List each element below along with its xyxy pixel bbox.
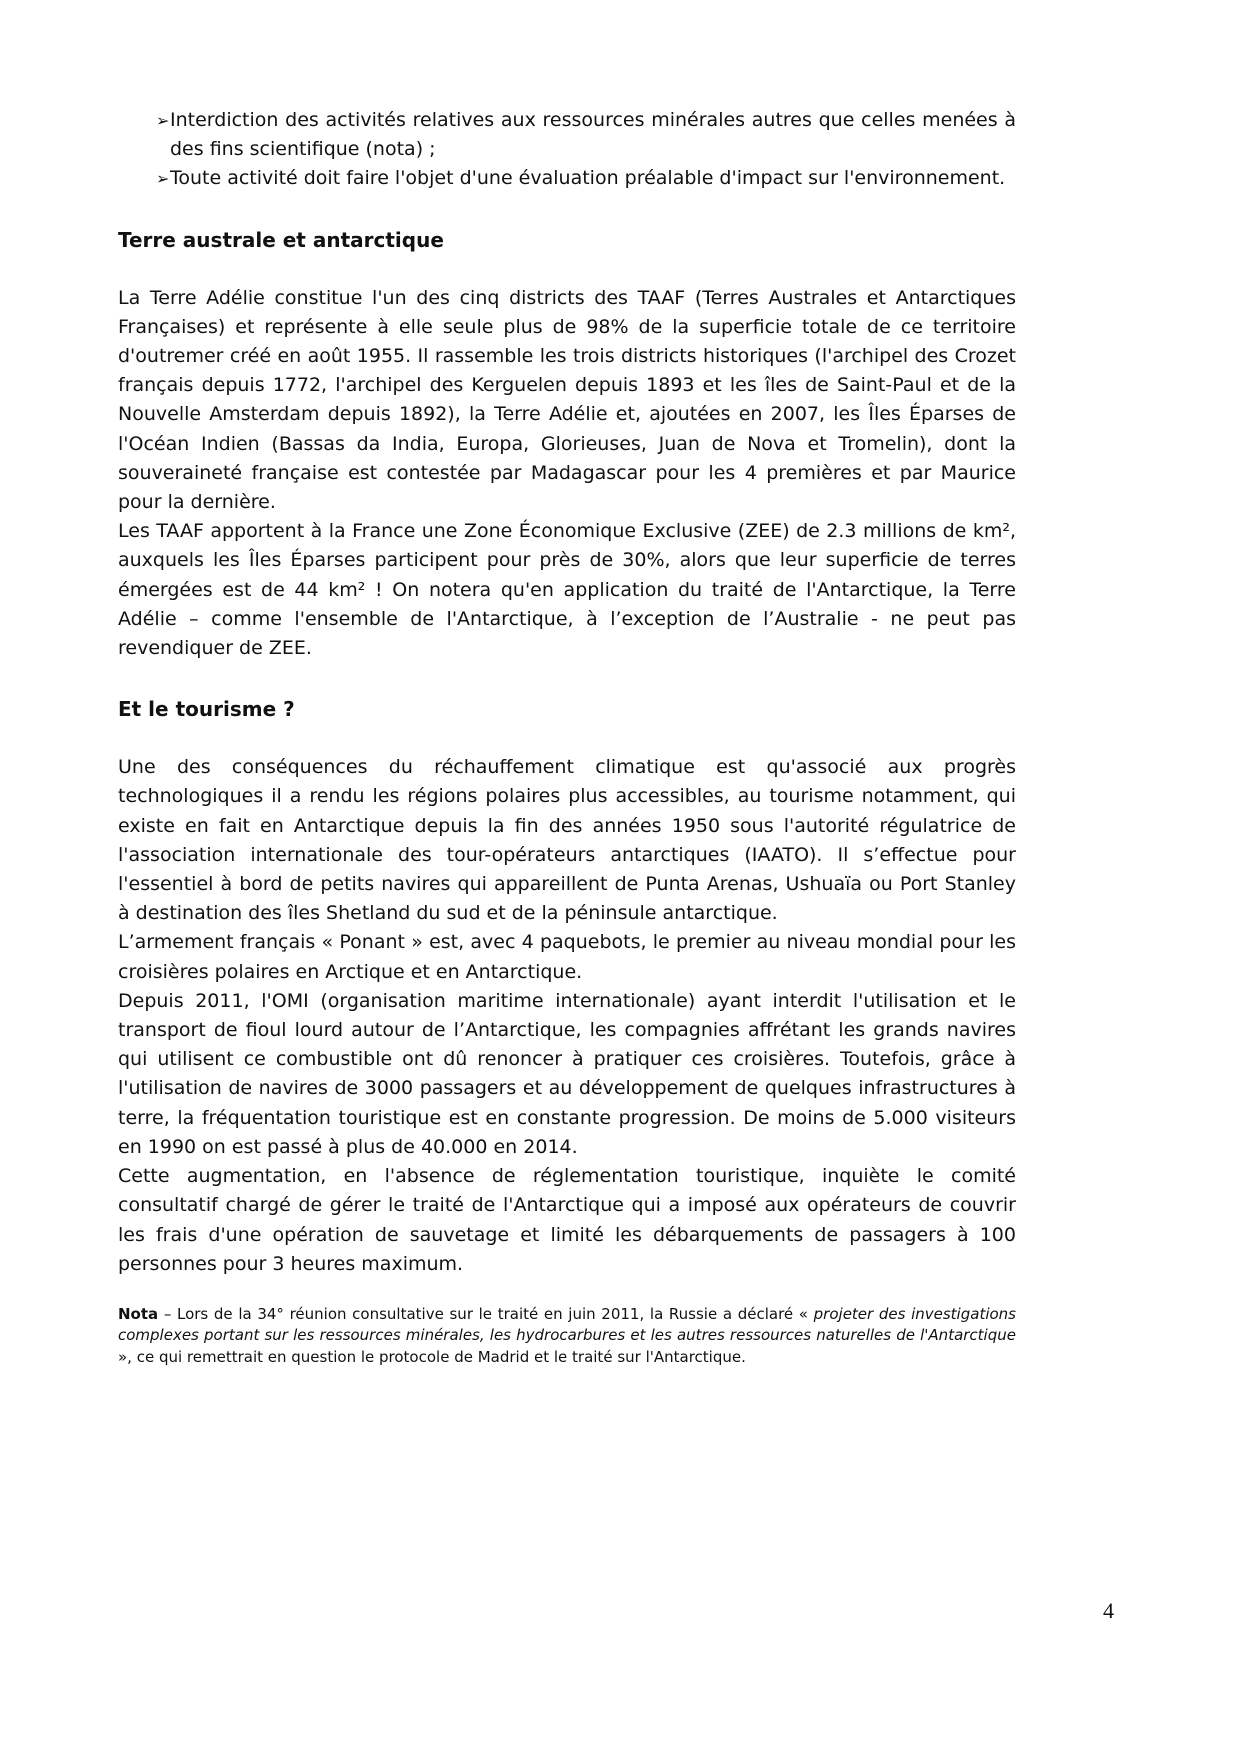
bullet-list bbox=[118, 106, 1016, 194]
arrow-bullet-icon: ➢ bbox=[156, 169, 170, 189]
spacer bbox=[118, 724, 1016, 753]
nota-footnote bbox=[118, 1304, 1016, 1369]
paragraph: La Terre Adélie constitue l'un des cinq districts des TAAF (Terres Australes et Antarctiques Françaises) et représente à elle seule plus de 98% de la superficie totale de ce territoire d'outremer créé en août 1955. Il rassemble les trois districts historiques (l'archipel des Crozet français depuis 1772, l'archipel des Kerguelen depuis 1893 et les îles de Saint-Paul et de la Nouvelle Amsterdam depuis 1892), la Terre Adélie et, ajoutées en 2007, les Îles Éparses de l'Océan Indien (Bassas da India, Europa, Glorieuses, Juan de Nova et Tromelin), dont la souveraineté française est contestée par Madagascar pour les 4 premières et par Maurice pour la dernière. bbox=[118, 286, 1016, 514]
nota-outro: », ce qui remettrait en question le protocole de Madrid et le traité sur l'Antarctique. bbox=[118, 1347, 746, 1366]
nota-quote: projeter des investigations complexes portant sur les ressources minérales, les hydrocarbures et les autres ressources naturelles de l'Antarctique bbox=[118, 1304, 1016, 1345]
paragraph: Les TAAF apportent à la France une Zone Économique Exclusive (ZEE) de 2.3 millions de km², auxquels les Îles Éparses participent pour près de 30%, alors que leur superficie de terres émergées est de 44 km² ! On notera qu'en application du traité de l'Antarctique, la Terre Adélie – comme l'ensemble de l'Antarctique, à l’exception de l’Australie - ne peut pas revendiquer de ZEE. bbox=[118, 520, 1016, 660]
paragraph: L’armement français « Ponant » est, avec 4 paquebots, le premier au niveau mondial pour les croisières polaires en Arctique et en Antarctique. bbox=[118, 931, 1016, 983]
arrow-bullet-icon: ➢ bbox=[156, 111, 170, 130]
document-page bbox=[118, 106, 1016, 1368]
section-heading-terre-australe: Terre australe et antarctique bbox=[118, 227, 444, 252]
nota-intro: Lors de la 34° réunion consultative sur le traité en juin 2011, la Russie a déclaré « bbox=[176, 1304, 814, 1323]
bullet-item bbox=[118, 164, 1016, 193]
paragraph: Une des conséquences du réchauffement climatique est qu'associé aux progrès technologiques il a rendu les régions polaires plus accessibles, au tourisme notamment, qui existe en fait en Antarctique depuis la fin des années 1950 sous l'autorité régulatrice de l'association internationale des tour-opérateurs antarctiques (IAATO). Il s’effectue pour l'essentiel à bord de petits navires qui appareillent de Punta Arenas, Ushuaïa ou Port Stanley à destination des îles Shetland du sud et de la péninsule antarctique. bbox=[118, 756, 1016, 925]
nota-label: Nota bbox=[118, 1304, 159, 1323]
section-heading-tourisme: Et le tourisme ? bbox=[118, 697, 295, 722]
nota-separator: – bbox=[158, 1304, 177, 1323]
paragraph: Depuis 2011, l'OMI (organisation maritime internationale) ayant interdit l'utilisation et le transport de fioul lourd autour de l’Antarctique, les compagnies affrétant les grands navires qui utilisent ce combustible ont dû renoncer à pratiquer ces croisières. Toutefois, grâce à l'utilisation de navires de 3000 passagers et au développement de quelques infrastructures à terre, la fréquentation touristique est en constante progression. De moins de 5.000 visiteurs en 1990 on est passé à plus de 40.000 en 2014. bbox=[118, 989, 1016, 1158]
bullet-item bbox=[118, 106, 1016, 164]
bullet-text: Toute activité doit faire l'objet d'une évaluation préalable d'impact sur l'environnement. bbox=[170, 167, 1006, 190]
spacer bbox=[118, 255, 1016, 284]
paragraph: Cette augmentation, en l'absence de réglementation touristique, inquiète le comité consultatif chargé de gérer le traité de l'Antarctique qui a imposé aux opérateurs de couvrir les frais d'une opération de sauvetage et limité les débarquements de passagers à 100 personnes pour 3 heures maximum. bbox=[118, 1165, 1016, 1275]
bullet-text: Interdiction des activités relatives aux ressources minérales autres que celles menées à des fins scientifique (nota) ; bbox=[170, 109, 1016, 161]
page-number: 4 bbox=[1103, 1598, 1114, 1623]
